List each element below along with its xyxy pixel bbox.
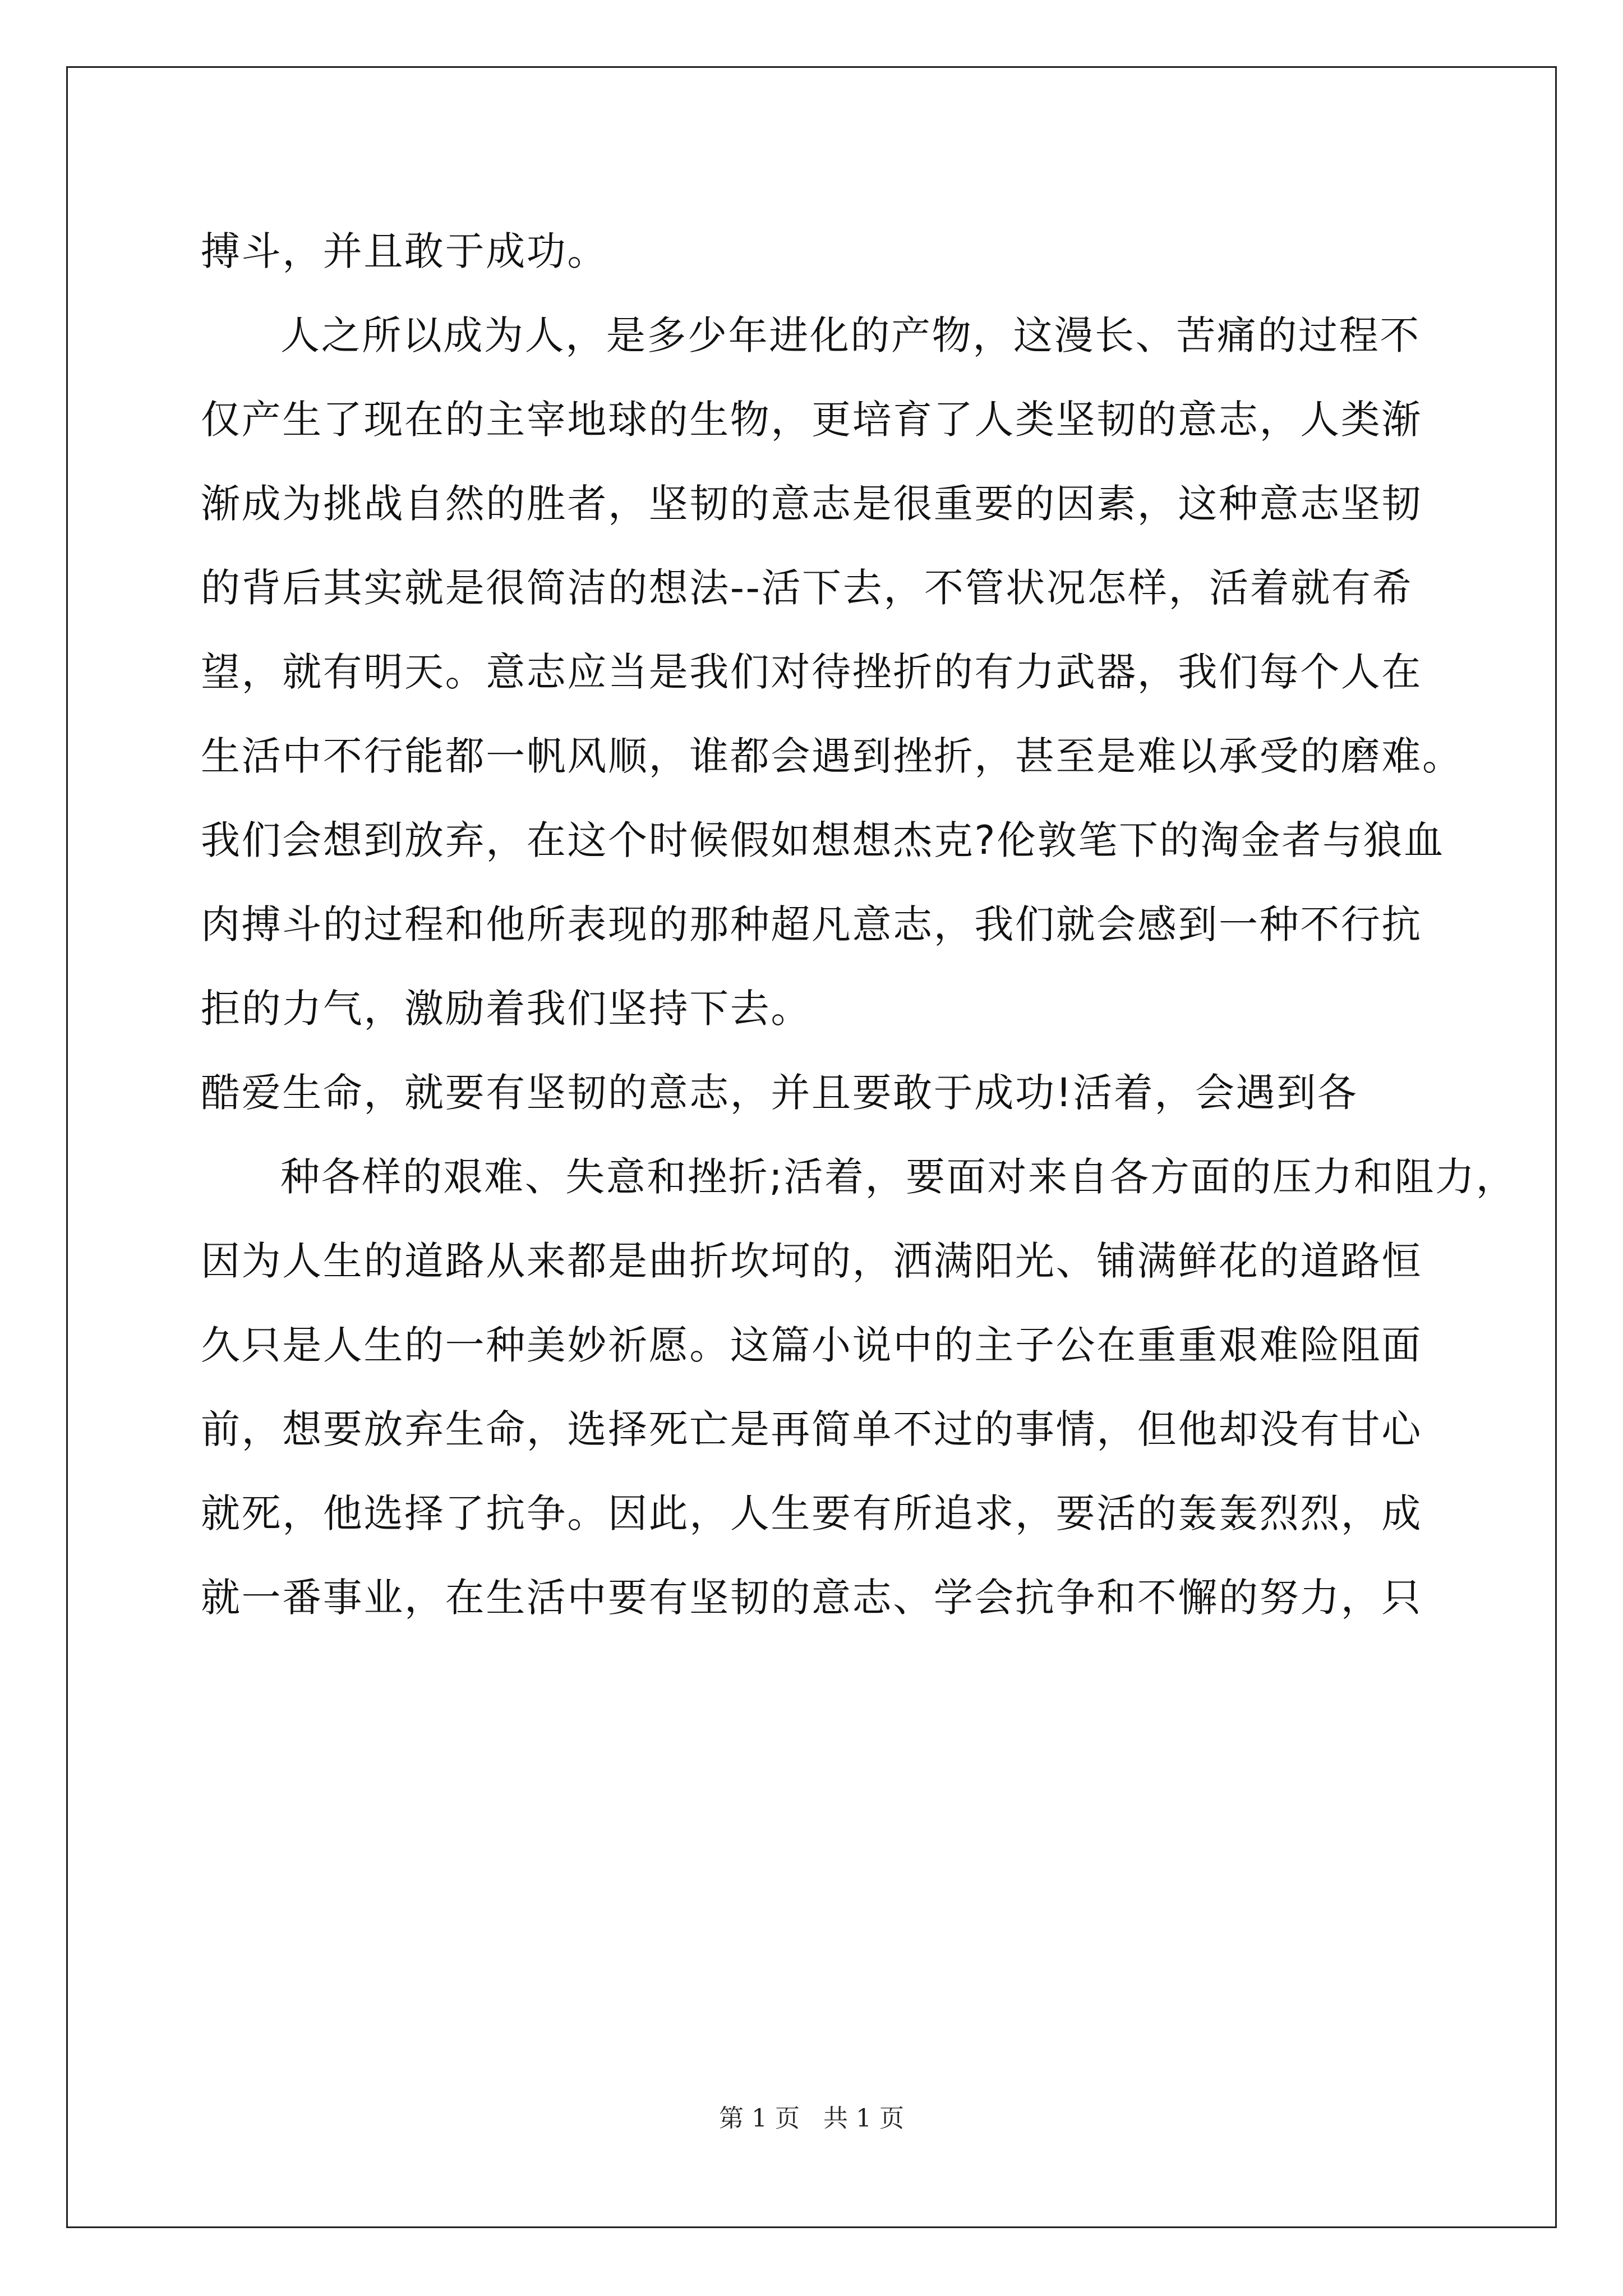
text-line-16: 就死，他选择了抗争。因此，人生要有所追求，要活的轰轰烈烈，成 [201,1490,1422,1536]
text-line-2: 人之所以成为人，是多少年进化的产物，这漫长、苦痛的过程不 [280,312,1421,358]
text-line-6: 望，就有明天。意志应当是我们对待挫折的有力武器，我们每个人在 [201,649,1422,695]
text-line-1: 搏斗，并且敢于成功。 [201,228,608,274]
text-line-5: 的背后其实就是很简洁的想法--活下去，不管状况怎样，活着就有希 [201,565,1413,611]
text-line-15: 前，想要放弃生命，选择死亡是再简单不过的事情，但他却没有甘心 [201,1406,1422,1452]
text-line-3: 仅产生了现在的主宰地球的生物，更培育了人类坚韧的意志，人类渐 [201,397,1422,443]
text-line-12: 种各样的艰难、失意和挫折;活着，要面对来自各方面的压力和阻力， [280,1154,1517,1200]
text-line-4: 渐成为挑战自然的胜者，坚韧的意志是很重要的因素，这种意志坚韧 [201,481,1422,527]
text-line-7: 生活中不行能都一帆风顺，谁都会遇到挫折，甚至是难以承受的磨难。 [201,733,1463,779]
page-footer: 第 1 页 共 1 页 [719,2104,904,2133]
text-line-11: 酷爱生命，就要有坚韧的意志，并且要敢于成功!活着，会遇到各 [201,1070,1358,1116]
text-line-13: 因为人生的道路从来都是曲折坎坷的，洒满阳光、铺满鲜花的道路恒 [201,1238,1422,1284]
page-border [66,66,1557,2228]
text-line-9: 肉搏斗的过程和他所表现的那种超凡意志，我们就会感到一种不行抗 [201,901,1422,947]
text-line-17: 就一番事业，在生活中要有坚韧的意志、学会抗争和不懈的努力，只 [201,1575,1422,1621]
text-line-14: 久只是人生的一种美妙祈愿。这篇小说中的主子公在重重艰难险阻面 [201,1322,1422,1368]
text-line-8: 我们会想到放弃，在这个时候假如想想杰克?伦敦笔下的淘金者与狼血 [201,817,1445,863]
text-line-10: 拒的力气，激励着我们坚持下去。 [201,986,811,1032]
